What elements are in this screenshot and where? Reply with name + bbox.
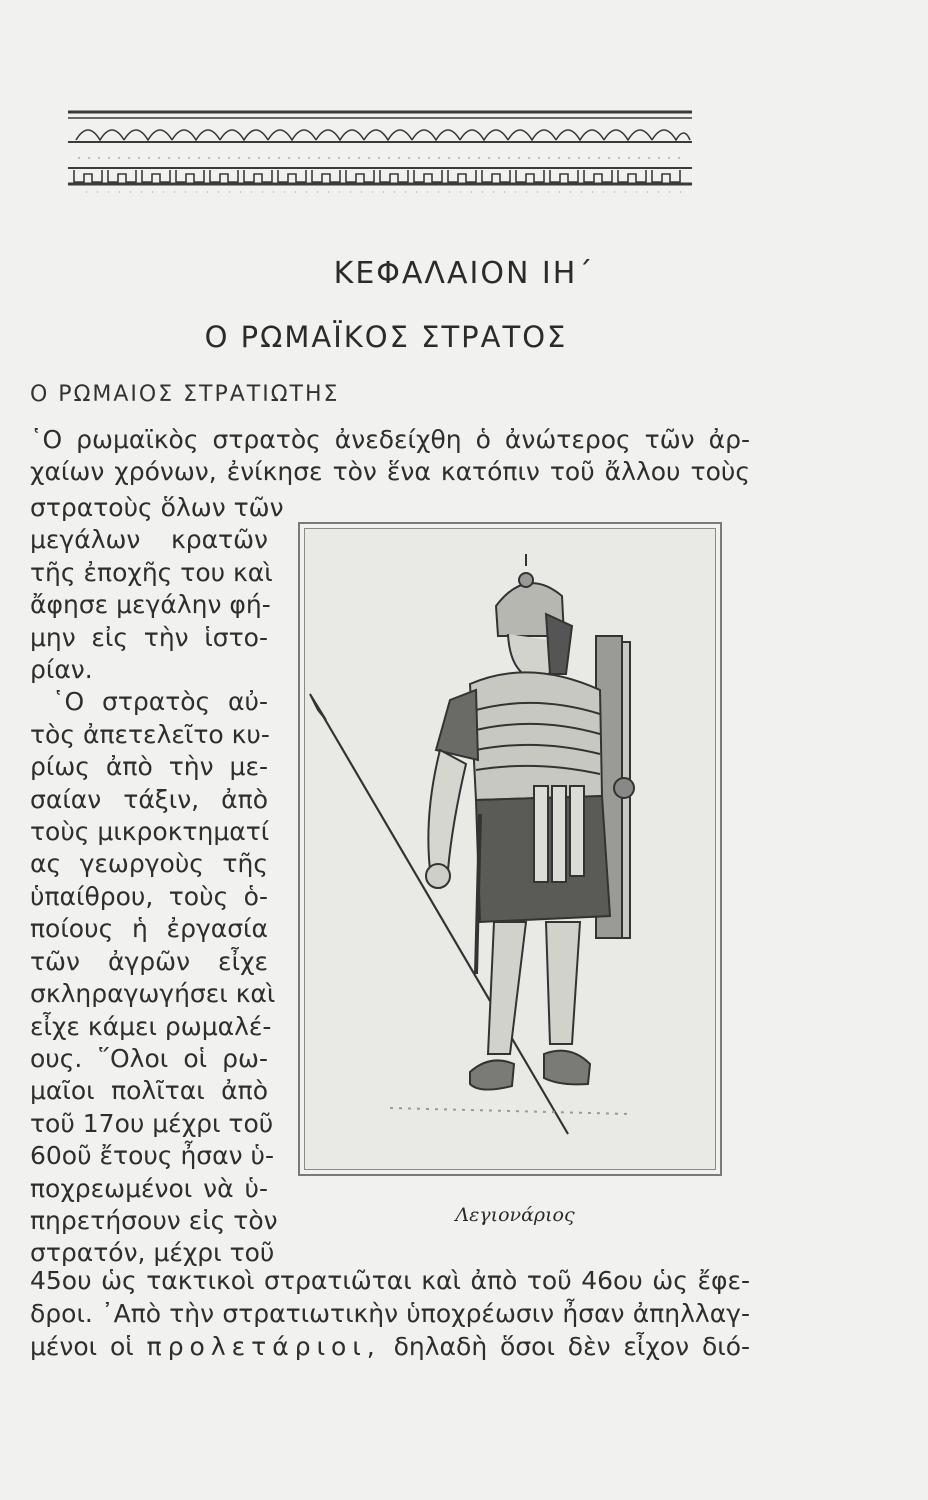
text-line: ἄφησε μεγάλην φή- <box>30 590 271 620</box>
text-line: τὸς ἀπετελεῖτο κυ- <box>30 719 270 749</box>
text-line: πηρετήσουν εἰς τὸν <box>30 1205 278 1235</box>
text-line: στρατοὺς ὅλων τῶν <box>30 493 284 522</box>
text-line: τοὺς μικροκτηματί <box>30 817 270 847</box>
ornamental-frieze <box>68 104 692 216</box>
text-line: μην εἰς τὴν ἱστο- <box>30 622 268 652</box>
intro-paragraph <box>30 424 750 488</box>
closing-paragraph <box>30 1264 750 1363</box>
figure-caption: Λεγιονάριος <box>455 1204 575 1226</box>
section-heading: Ο ΡΩΜΑΙΟΣ ΣΤΡΑΤΙΩΤΗΣ <box>30 382 340 407</box>
text-line: χαίων χρόνων, ἐνίκησε τὸν ἕνα κατόπιν τοῦ ἄλλου τοὺς <box>30 457 750 486</box>
text-line: ποχρεωμένοι νὰ ὑ- <box>30 1173 268 1203</box>
text-line: ους. ῞Ολοι οἱ ρω- <box>30 1043 268 1073</box>
text-line: μαῖοι πολῖται ἀπὸ <box>30 1076 268 1106</box>
text-line: τῆς ἐποχῆς του καὶ <box>30 557 273 587</box>
text-line: ῾Ο ρωμαϊκὸς στρατὸς ἀνεδείχθη ὁ ἀνώτερος τῶν ἀρ- <box>30 425 750 454</box>
text-line: ρίως ἀπὸ τὴν με- <box>30 752 268 782</box>
text-line: δροι. ᾿Απὸ τὴν στρατιωτικὴν ὑποχρέωσιν ἦσαν ἀπηλλαγ- <box>30 1299 750 1328</box>
text-line: σκληραγωγήσει καὶ <box>30 979 276 1009</box>
text-line: σαίαν τάξιν, ἀπὸ <box>30 784 268 814</box>
chapter-number: ΚΕΦΑΛΑΙΟΝ ΙΗ΄ <box>333 256 595 291</box>
text-line: εἶχε κάμει ρωμαλέ- <box>30 1011 272 1041</box>
emphasized-word: προλετάριοι, <box>146 1332 381 1361</box>
text-fragment: μένοι οἱ <box>30 1332 134 1361</box>
text-line: τῶν ἀγρῶν εἶχε <box>30 946 268 976</box>
text-line: ποίους ἡ ἐργασία <box>30 914 268 944</box>
text-line <box>30 1330 750 1363</box>
text-column <box>30 492 284 1270</box>
text-line: ρίαν. <box>30 655 93 685</box>
text-line: στρατόν, μέχρι τοῦ <box>30 1238 275 1268</box>
text-line: ας γεωργοὺς τῆς <box>30 849 268 879</box>
text-line: τοῦ 17ου μέχρι τοῦ <box>30 1108 274 1138</box>
text-line: μεγάλων κρατῶν <box>30 525 268 555</box>
text-line: 60οῦ ἔτους ἦσαν ὑ- <box>30 1141 275 1171</box>
text-line: ῾Ο στρατὸς αὐ- <box>52 687 268 717</box>
text-line: ὑπαίθρου, τοὺς ὁ- <box>30 881 268 911</box>
text-fragment: δηλαδὴ ὅσοι δὲν εἶχον διό- <box>393 1332 751 1361</box>
text-line: 45ου ὡς τακτικοὶ στρατιῶται καὶ ἀπὸ τοῦ 46ου ὡς ἔφε- <box>30 1266 750 1295</box>
legionary-figure <box>300 524 720 1174</box>
legionary-illustration <box>298 522 722 1176</box>
chapter-title: Ο ΡΩΜΑΪΚΟΣ ΣΤΡΑΤΟΣ <box>204 320 568 354</box>
